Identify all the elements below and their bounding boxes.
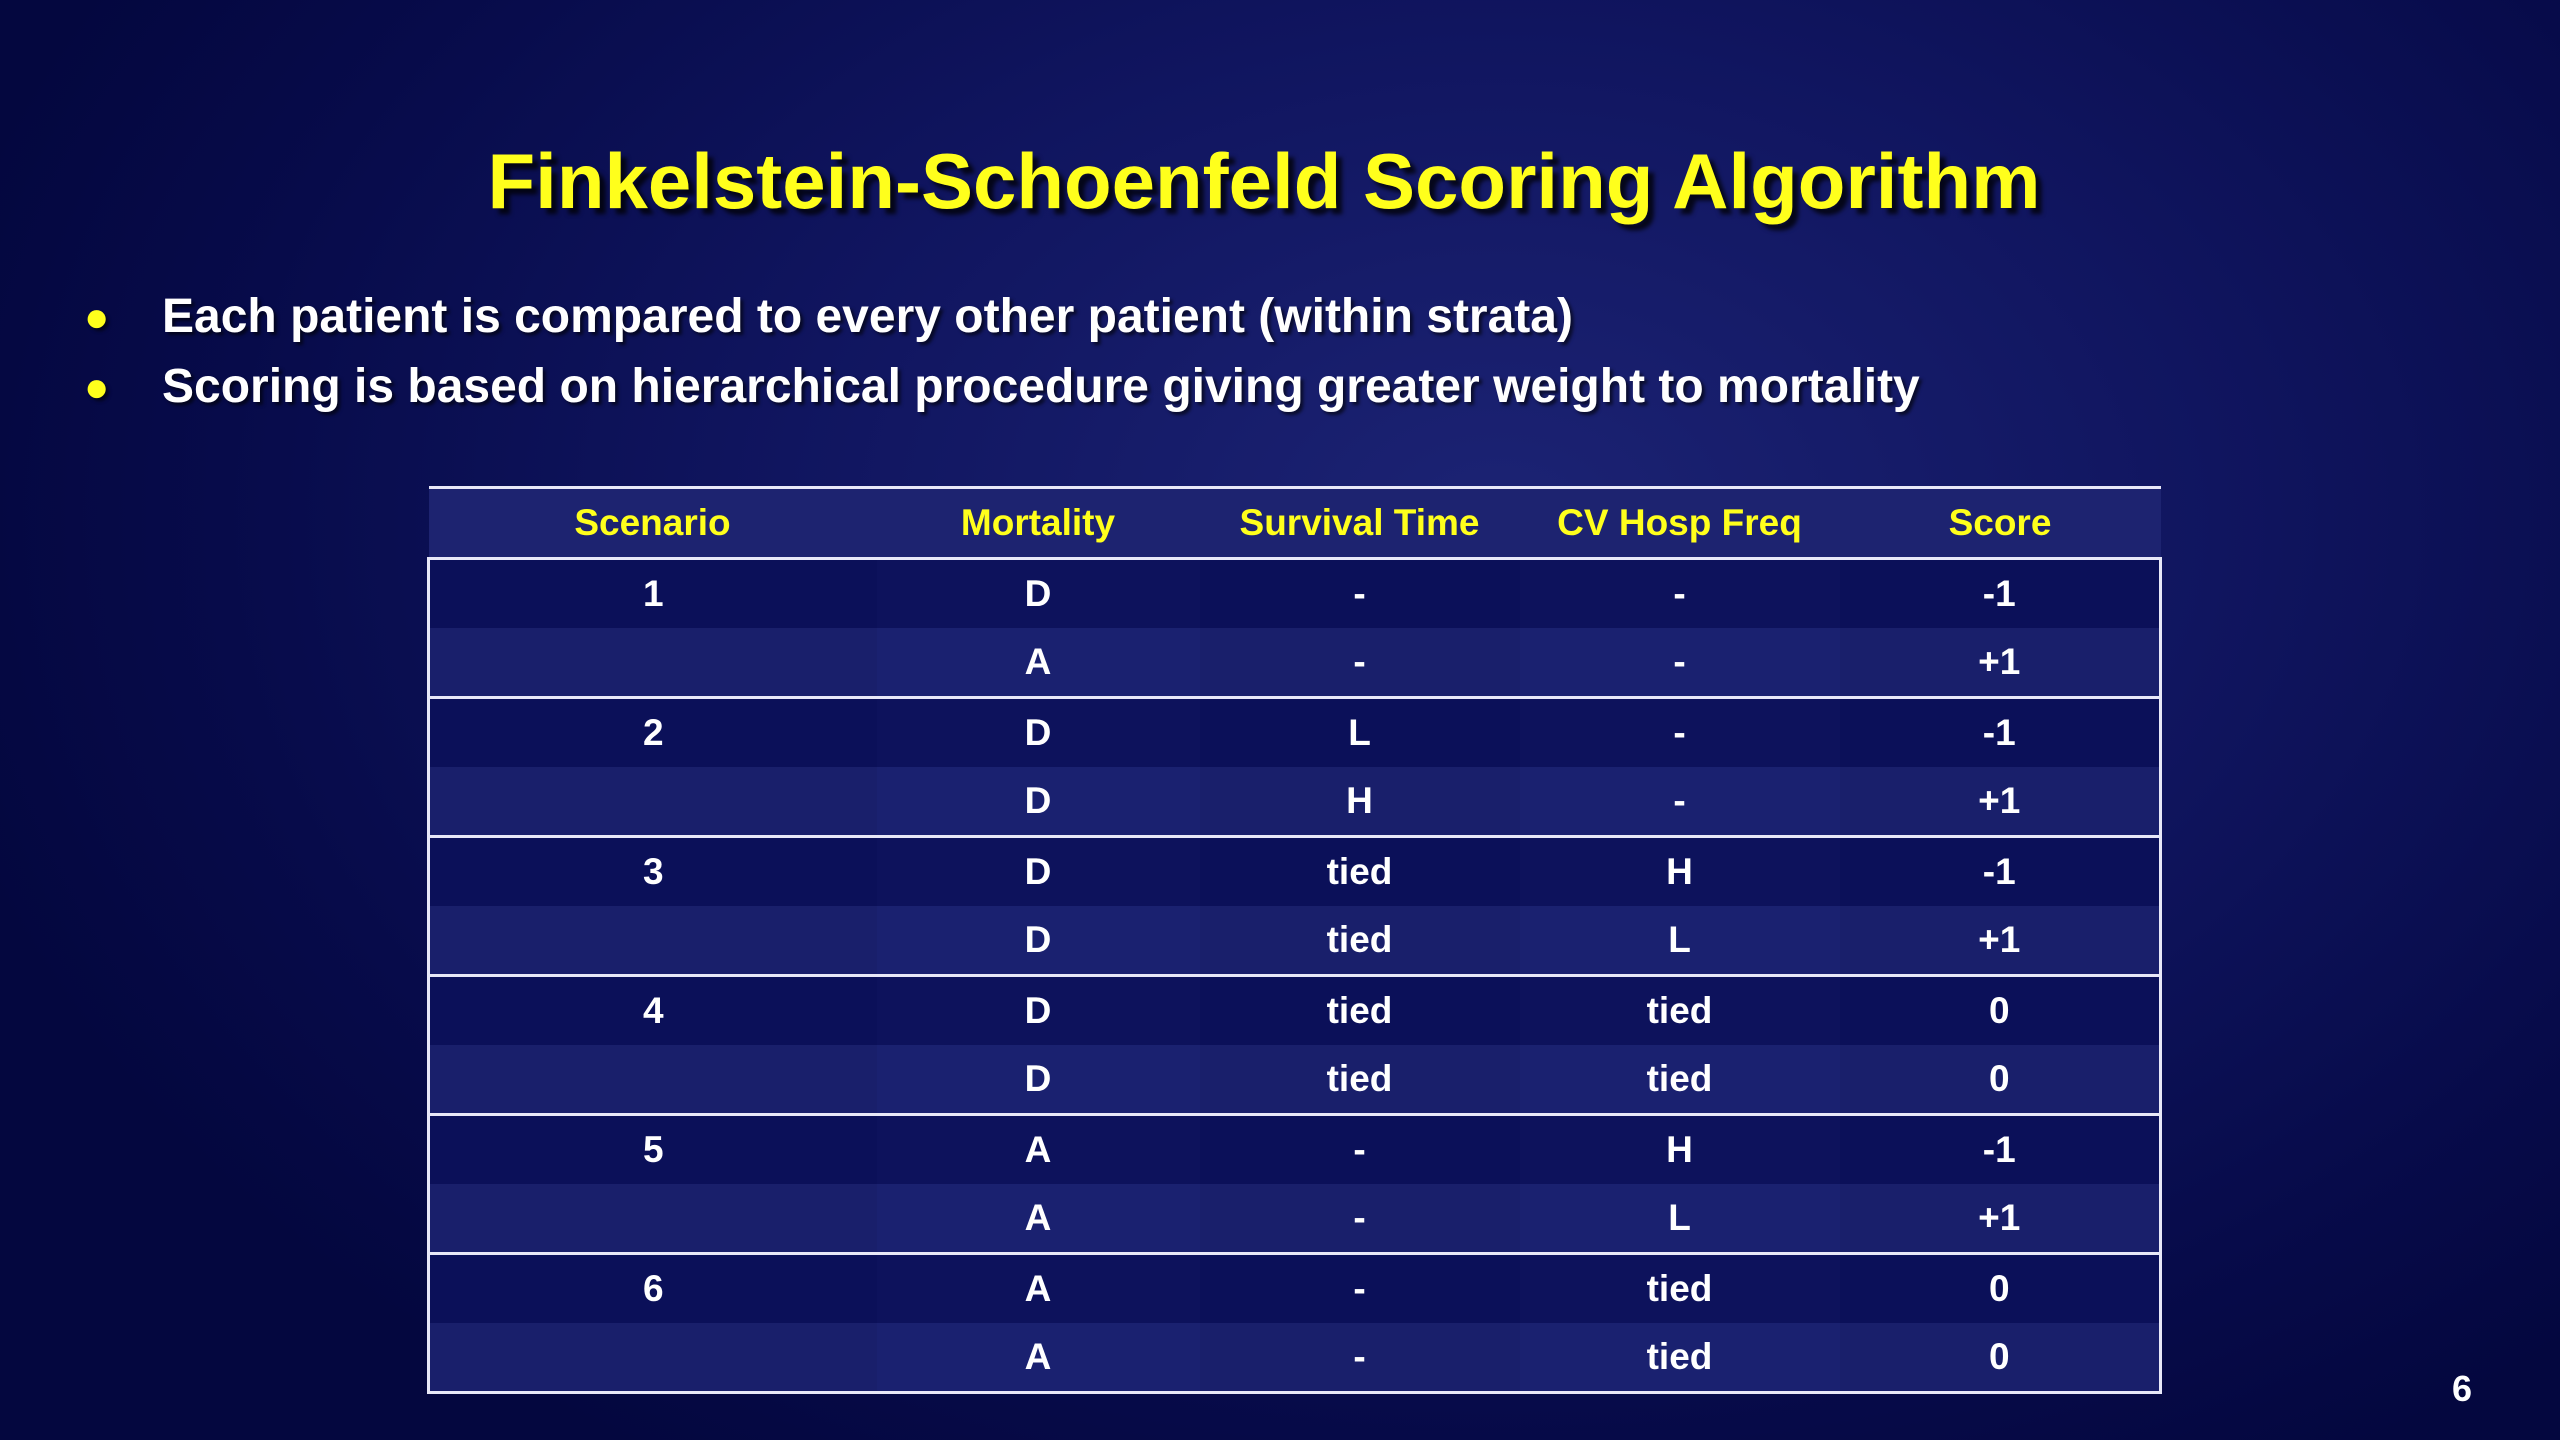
header-survival-time: Survival Time (1200, 488, 1520, 559)
cell-survival-time: - (1200, 1184, 1520, 1254)
table-row (429, 1184, 2161, 1254)
cell-mortality: D (877, 559, 1200, 629)
cell-survival-time: - (1200, 1115, 1520, 1185)
cell-scenario: 4 (429, 976, 877, 1046)
cell-survival-time: - (1200, 1323, 1520, 1393)
header-scenario: Scenario (429, 488, 877, 559)
cell-cv-hosp-freq: tied (1520, 1323, 1840, 1393)
table-row (429, 906, 2161, 976)
cell-score: -1 (1840, 1115, 2161, 1185)
scoring-table (427, 486, 2162, 1394)
cell-scenario: 1 (429, 559, 877, 629)
table-row (429, 976, 2161, 1046)
cell-cv-hosp-freq: - (1520, 628, 1840, 698)
table-row (429, 1323, 2161, 1393)
cell-scenario (429, 1045, 877, 1115)
table-row (429, 1115, 2161, 1185)
cell-mortality: D (877, 698, 1200, 768)
table-row (429, 698, 2161, 768)
cell-survival-time: tied (1200, 837, 1520, 907)
table-row (429, 1045, 2161, 1115)
table-row (429, 767, 2161, 837)
cell-cv-hosp-freq: L (1520, 1184, 1840, 1254)
cell-survival-time: tied (1200, 1045, 1520, 1115)
cell-mortality: D (877, 837, 1200, 907)
cell-scenario (429, 1323, 877, 1393)
cell-survival-time: - (1200, 1254, 1520, 1324)
cell-score: -1 (1840, 837, 2161, 907)
slide-title: Finkelstein-Schoenfeld Scoring Algorithm (487, 137, 2041, 225)
cell-scenario: 6 (429, 1254, 877, 1324)
cell-mortality: D (877, 906, 1200, 976)
bullet-text: Each patient is compared to every other patient (within strata) (162, 290, 1573, 343)
cell-cv-hosp-freq: tied (1520, 1254, 1840, 1324)
bullet-dot-icon: ● (84, 293, 110, 340)
table-row (429, 837, 2161, 907)
cell-cv-hosp-freq: tied (1520, 1045, 1840, 1115)
header-mortality: Mortality (877, 488, 1200, 559)
cell-score: +1 (1840, 628, 2161, 698)
cell-scenario: 2 (429, 698, 877, 768)
header-cv-hosp-freq: CV Hosp Freq (1520, 488, 1840, 559)
table-row (429, 559, 2161, 629)
cell-score: 0 (1840, 1323, 2161, 1393)
cell-mortality: D (877, 767, 1200, 837)
cell-survival-time: - (1200, 559, 1520, 629)
cell-survival-time: tied (1200, 976, 1520, 1046)
cell-scenario (429, 767, 877, 837)
cell-score: +1 (1840, 906, 2161, 976)
cell-scenario (429, 906, 877, 976)
cell-score: 0 (1840, 976, 2161, 1046)
cell-score: -1 (1840, 698, 2161, 768)
cell-mortality: A (877, 1184, 1200, 1254)
table-header-row (429, 488, 2161, 559)
cell-scenario (429, 628, 877, 698)
cell-score: 0 (1840, 1254, 2161, 1324)
cell-mortality: A (877, 1323, 1200, 1393)
cell-cv-hosp-freq: L (1520, 906, 1840, 976)
cell-mortality: D (877, 976, 1200, 1046)
cell-cv-hosp-freq: - (1520, 767, 1840, 837)
cell-score: 0 (1840, 1045, 2161, 1115)
page-number: 6 (2451, 1368, 2472, 1409)
cell-scenario: 3 (429, 837, 877, 907)
table-row (429, 1254, 2161, 1324)
cell-scenario: 5 (429, 1115, 877, 1185)
cell-survival-time: L (1200, 698, 1520, 768)
cell-survival-time: H (1200, 767, 1520, 837)
cell-mortality: A (877, 1254, 1200, 1324)
cell-cv-hosp-freq: H (1520, 1115, 1840, 1185)
header-score: Score (1840, 488, 2161, 559)
cell-cv-hosp-freq: - (1520, 698, 1840, 768)
bullet-dot-icon: ● (84, 363, 110, 410)
cell-score: -1 (1840, 559, 2161, 629)
cell-survival-time: tied (1200, 906, 1520, 976)
bullet-item (78, 282, 2378, 352)
table-row (429, 628, 2161, 698)
bullet-item (78, 352, 2378, 422)
cell-cv-hosp-freq: H (1520, 837, 1840, 907)
cell-scenario (429, 1184, 877, 1254)
cell-cv-hosp-freq: tied (1520, 976, 1840, 1046)
cell-mortality: D (877, 1045, 1200, 1115)
cell-score: +1 (1840, 1184, 2161, 1254)
cell-score: +1 (1840, 767, 2161, 837)
bullet-list (78, 282, 2378, 422)
cell-mortality: A (877, 1115, 1200, 1185)
cell-survival-time: - (1200, 628, 1520, 698)
bullet-text: Scoring is based on hierarchical procedure giving greater weight to mortality (162, 360, 1920, 413)
cell-mortality: A (877, 628, 1200, 698)
cell-cv-hosp-freq: - (1520, 559, 1840, 629)
